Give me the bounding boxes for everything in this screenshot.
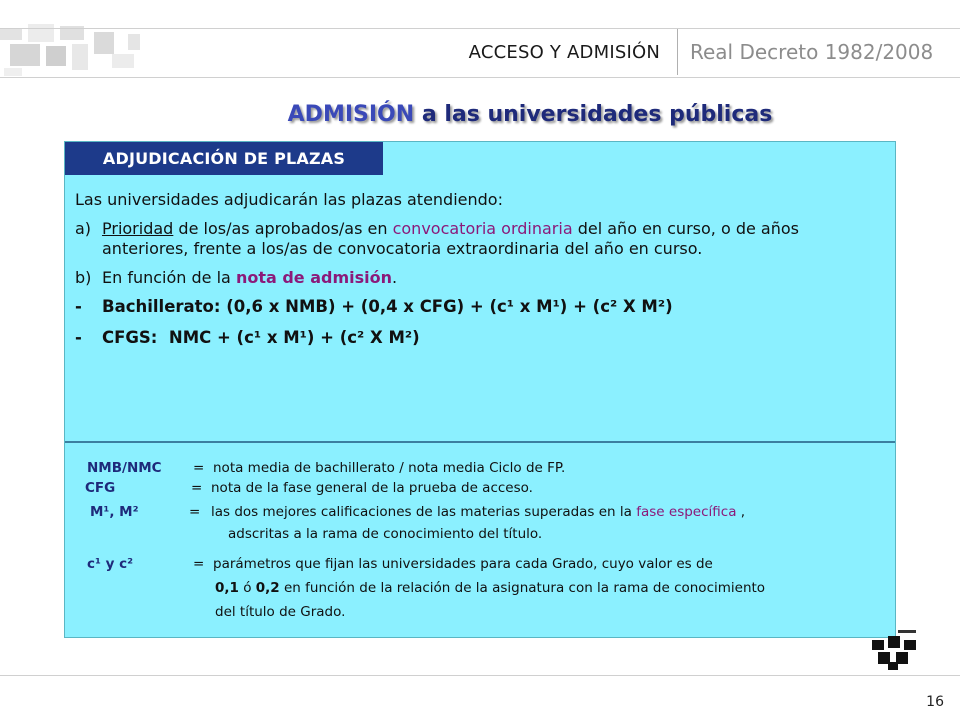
definition-m-highlight: fase específica bbox=[636, 504, 737, 520]
decree-title: Real Decreto 1982/2008 bbox=[690, 40, 934, 64]
item-a-highlight: convocatoria ordinaria bbox=[392, 219, 573, 238]
formula-bachillerato bbox=[75, 297, 875, 317]
item-a-text2: del año en curso, o de años anteriores, frente a los/as de convocatoria extraordinaria del año en curso. bbox=[102, 219, 799, 258]
definition-m-term: M¹, M² bbox=[90, 504, 139, 520]
item-b bbox=[75, 268, 875, 288]
formula-bach-text: Bachillerato: (0,6 x NMB) + (0,4 x CFG) + (c¹ x M¹) + (c² X M²) bbox=[102, 297, 673, 316]
panel-main-text bbox=[75, 190, 875, 359]
definition-c-desc1: parámetros que fijan las universidades para cada Grado, cuyo valor es de bbox=[213, 556, 713, 572]
definition-m-desc1-text: las dos mejores calificaciones de las materias superadas en la bbox=[211, 504, 637, 520]
intro-text: Las universidades adjudicarán las plazas atendiendo: bbox=[75, 190, 503, 209]
item-a-text bbox=[102, 219, 875, 259]
page-number: 16 bbox=[926, 694, 944, 710]
formula-cfgs-text bbox=[102, 328, 875, 348]
item-b-text1: En función de la bbox=[102, 268, 236, 287]
formula-cfgs-label: CFGS: bbox=[102, 328, 158, 347]
page-title bbox=[0, 102, 960, 127]
university-emblem-icon bbox=[872, 630, 918, 670]
page-title-highlight: ADMISIÓN bbox=[287, 102, 415, 127]
page-title-rest: a las universidades públicas bbox=[414, 102, 773, 127]
definition-nmb-term: NMB/NMC bbox=[87, 460, 162, 476]
definition-cfg-eq: = bbox=[191, 480, 203, 496]
formula-cfgs-body: NMC + (c¹ x M¹) + (c² X M²) bbox=[168, 328, 420, 347]
definition-m-desc1-end: , bbox=[736, 504, 746, 520]
item-a-text1: de los/as aprobados/as en bbox=[173, 219, 393, 238]
formula-cfgs-marker: - bbox=[75, 328, 82, 347]
item-b-marker: b) bbox=[75, 268, 92, 287]
definition-c-v2: 0,2 bbox=[255, 580, 280, 596]
definition-c-desc2 bbox=[215, 580, 765, 596]
definition-cfg-term: CFG bbox=[85, 480, 116, 496]
definition-m-desc2: adscritas a la rama de conocimiento del título. bbox=[228, 526, 543, 542]
item-b-highlight: nota de admisión bbox=[235, 268, 393, 287]
item-b-text bbox=[102, 268, 875, 288]
header-top-rule bbox=[0, 28, 960, 29]
definition-cfg-desc: nota de la fase general de la prueba de acceso. bbox=[211, 480, 533, 496]
definition-c-term: c¹ y c² bbox=[87, 556, 134, 572]
definition-c-desc2-text: en función de la relación de la asignatura con la rama de conocimiento bbox=[279, 580, 766, 596]
formula-bach-marker: - bbox=[75, 297, 82, 316]
formula-cfgs bbox=[75, 328, 875, 348]
definition-c-desc3: del título de Grado. bbox=[215, 604, 346, 620]
item-a-underlined: Prioridad bbox=[102, 219, 174, 238]
footer-rule bbox=[0, 675, 960, 676]
definition-c-or: ó bbox=[238, 580, 256, 596]
definition-m-desc1 bbox=[211, 504, 745, 520]
panel-divider bbox=[65, 441, 895, 443]
panel-tab-label: ADJUDICACIÓN DE PLAZAS bbox=[102, 149, 346, 168]
item-b-text2: . bbox=[392, 268, 398, 287]
panel-tab bbox=[65, 142, 383, 175]
definition-m-eq: = bbox=[189, 504, 201, 520]
definition-nmb-eq: = bbox=[193, 460, 205, 476]
definition-c-v1: 0,1 bbox=[215, 580, 239, 596]
section-title: ACCESO Y ADMISIÓN bbox=[468, 42, 660, 63]
definition-nmb-desc: nota media de bachillerato / nota media Ciclo de FP. bbox=[213, 460, 566, 476]
content-panel bbox=[64, 141, 896, 638]
header-bottom-rule bbox=[0, 77, 960, 78]
header-separator bbox=[677, 29, 678, 75]
item-a-marker: a) bbox=[75, 219, 92, 238]
definition-c-eq: = bbox=[193, 556, 205, 572]
item-a bbox=[75, 219, 875, 259]
